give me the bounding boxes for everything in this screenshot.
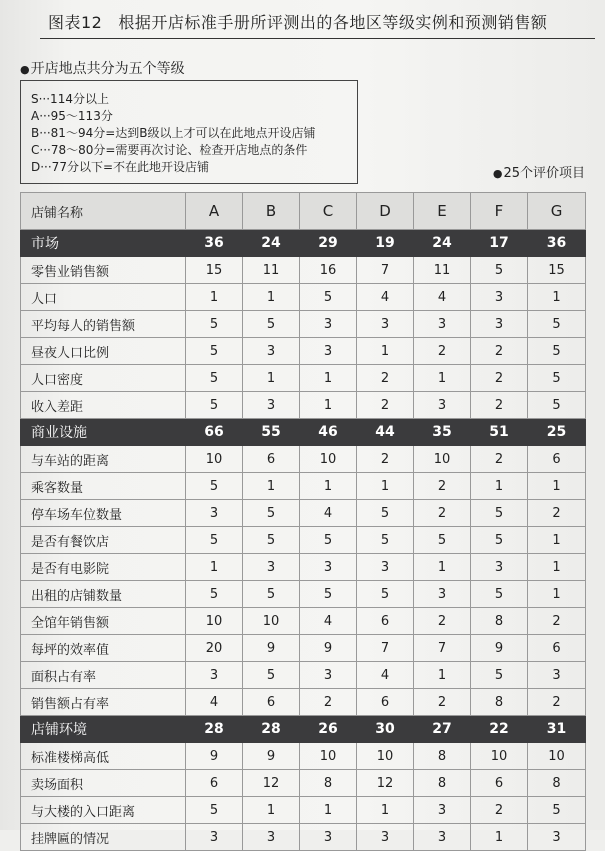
score-cell-d: 1 [357, 797, 414, 824]
score-cell-e: 7 [414, 635, 471, 662]
score-cell-d: 3 [357, 311, 414, 338]
column-header-a: A [186, 193, 243, 230]
score-cell-f: 3 [471, 311, 528, 338]
table-row [21, 473, 586, 500]
table-row [21, 581, 586, 608]
item-name: 昼夜人口比例 [21, 338, 186, 365]
category-score-b: 28 [243, 716, 300, 743]
table-row [21, 824, 586, 851]
score-cell-a: 5 [186, 365, 243, 392]
column-header-b: B [243, 193, 300, 230]
score-cell-b: 5 [243, 662, 300, 689]
score-cell-f: 2 [471, 392, 528, 419]
score-cell-a: 5 [186, 473, 243, 500]
score-cell-g: 2 [528, 689, 586, 716]
score-cell-d: 4 [357, 662, 414, 689]
item-name: 停车场车位数量 [21, 500, 186, 527]
score-cell-g: 6 [528, 635, 586, 662]
score-cell-b: 5 [243, 500, 300, 527]
score-cell-b: 3 [243, 824, 300, 851]
table-header-row [21, 193, 586, 230]
score-cell-c: 1 [300, 365, 357, 392]
score-cell-d: 3 [357, 824, 414, 851]
score-cell-a: 5 [186, 797, 243, 824]
score-cell-c: 3 [300, 554, 357, 581]
score-cell-b: 6 [243, 689, 300, 716]
score-cell-a: 20 [186, 635, 243, 662]
score-cell-a: 9 [186, 743, 243, 770]
score-cell-a: 3 [186, 662, 243, 689]
score-cell-g: 5 [528, 365, 586, 392]
score-cell-g: 1 [528, 473, 586, 500]
category-score-f: 51 [471, 419, 528, 446]
score-cell-b: 10 [243, 608, 300, 635]
category-score-g: 25 [528, 419, 586, 446]
category-row [21, 419, 586, 446]
score-cell-e: 1 [414, 662, 471, 689]
score-cell-b: 1 [243, 365, 300, 392]
score-cell-e: 5 [414, 527, 471, 554]
score-cell-b: 1 [243, 797, 300, 824]
score-cell-g: 3 [528, 824, 586, 851]
score-cell-f: 6 [471, 770, 528, 797]
score-cell-e: 10 [414, 446, 471, 473]
table-row [21, 311, 586, 338]
score-cell-b: 3 [243, 392, 300, 419]
item-name: 与大楼的入口距离 [21, 797, 186, 824]
score-cell-b: 5 [243, 527, 300, 554]
category-score-c: 46 [300, 419, 357, 446]
score-cell-e: 3 [414, 581, 471, 608]
score-cell-c: 1 [300, 392, 357, 419]
column-header-e: E [414, 193, 471, 230]
score-cell-f: 10 [471, 743, 528, 770]
score-cell-f: 1 [471, 824, 528, 851]
score-cell-g: 1 [528, 554, 586, 581]
category-score-e: 27 [414, 716, 471, 743]
table-row [21, 365, 586, 392]
score-cell-c: 1 [300, 473, 357, 500]
table-row [21, 500, 586, 527]
score-cell-d: 1 [357, 473, 414, 500]
score-cell-d: 12 [357, 770, 414, 797]
score-cell-d: 7 [357, 635, 414, 662]
score-cell-b: 5 [243, 581, 300, 608]
score-cell-e: 2 [414, 473, 471, 500]
column-header-d: D [357, 193, 414, 230]
score-cell-d: 4 [357, 284, 414, 311]
score-cell-c: 3 [300, 338, 357, 365]
table-row [21, 284, 586, 311]
item-name: 是否有餐饮店 [21, 527, 186, 554]
category-score-c: 29 [300, 230, 357, 257]
score-cell-f: 2 [471, 338, 528, 365]
score-cell-c: 8 [300, 770, 357, 797]
score-cell-a: 5 [186, 338, 243, 365]
score-cell-d: 5 [357, 500, 414, 527]
item-name: 标准楼梯高低 [21, 743, 186, 770]
score-cell-f: 8 [471, 608, 528, 635]
table-row [21, 527, 586, 554]
category-score-a: 28 [186, 716, 243, 743]
score-cell-d: 2 [357, 365, 414, 392]
score-cell-e: 3 [414, 392, 471, 419]
item-name: 出租的店铺数量 [21, 581, 186, 608]
score-cell-d: 1 [357, 338, 414, 365]
score-cell-f: 5 [471, 527, 528, 554]
table-row [21, 689, 586, 716]
category-name: 商业设施 [21, 419, 186, 446]
score-cell-g: 3 [528, 662, 586, 689]
category-score-d: 44 [357, 419, 414, 446]
category-name: 店铺环境 [21, 716, 186, 743]
figure-title [48, 10, 547, 33]
category-row [21, 230, 586, 257]
item-name: 人口 [21, 284, 186, 311]
levels-legend-box [20, 80, 358, 184]
score-cell-c: 3 [300, 662, 357, 689]
item-name: 面积占有率 [21, 662, 186, 689]
score-cell-b: 5 [243, 311, 300, 338]
table-row [21, 338, 586, 365]
category-score-f: 17 [471, 230, 528, 257]
score-cell-f: 1 [471, 473, 528, 500]
score-cell-c: 9 [300, 635, 357, 662]
score-cell-a: 3 [186, 824, 243, 851]
score-cell-f: 3 [471, 554, 528, 581]
score-cell-a: 10 [186, 446, 243, 473]
table-row [21, 257, 586, 284]
category-score-f: 22 [471, 716, 528, 743]
score-cell-d: 7 [357, 257, 414, 284]
item-name: 卖场面积 [21, 770, 186, 797]
score-cell-e: 8 [414, 770, 471, 797]
level-line-a: A···95～113分 [31, 109, 113, 123]
score-cell-a: 6 [186, 770, 243, 797]
score-cell-e: 4 [414, 284, 471, 311]
score-cell-f: 5 [471, 581, 528, 608]
item-name: 每坪的效率值 [21, 635, 186, 662]
title-underline [40, 38, 595, 39]
score-cell-e: 11 [414, 257, 471, 284]
score-cell-e: 2 [414, 689, 471, 716]
score-cell-g: 5 [528, 311, 586, 338]
score-cell-a: 5 [186, 392, 243, 419]
score-cell-d: 10 [357, 743, 414, 770]
category-row [21, 716, 586, 743]
level-line-d: D···77分以下=不在此地开设店铺 [31, 160, 210, 174]
score-cell-g: 5 [528, 797, 586, 824]
category-score-d: 30 [357, 716, 414, 743]
score-cell-d: 5 [357, 581, 414, 608]
score-cell-g: 1 [528, 284, 586, 311]
score-cell-f: 5 [471, 257, 528, 284]
score-cell-e: 2 [414, 608, 471, 635]
score-cell-b: 11 [243, 257, 300, 284]
table-row [21, 662, 586, 689]
figure-title-text: 根据开店标准手册所评测出的各地区等级实例和预测销售额 [118, 13, 548, 32]
score-cell-c: 16 [300, 257, 357, 284]
score-cell-c: 4 [300, 500, 357, 527]
score-cell-f: 8 [471, 689, 528, 716]
table-row [21, 554, 586, 581]
score-cell-e: 1 [414, 554, 471, 581]
score-cell-g: 5 [528, 338, 586, 365]
table-body [21, 193, 586, 851]
category-score-a: 66 [186, 419, 243, 446]
score-cell-a: 15 [186, 257, 243, 284]
item-name: 是否有电影院 [21, 554, 186, 581]
score-cell-a: 1 [186, 554, 243, 581]
table-row [21, 743, 586, 770]
score-cell-c: 5 [300, 284, 357, 311]
score-cell-d: 6 [357, 608, 414, 635]
figure-number: 图表12 [48, 13, 103, 32]
score-cell-d: 2 [357, 446, 414, 473]
score-cell-b: 1 [243, 473, 300, 500]
column-header-store-name: 店铺名称 [21, 193, 186, 230]
score-cell-a: 5 [186, 581, 243, 608]
item-name: 平均每人的销售额 [21, 311, 186, 338]
score-cell-a: 5 [186, 311, 243, 338]
table-row [21, 446, 586, 473]
bullet-icon: ● [492, 167, 503, 180]
category-score-b: 24 [243, 230, 300, 257]
score-cell-b: 9 [243, 635, 300, 662]
score-cell-b: 9 [243, 743, 300, 770]
item-name: 人口密度 [21, 365, 186, 392]
level-line-c: C···78～80分=需要再次讨论、检查开店地点的条件 [31, 143, 308, 157]
item-name: 销售额占有率 [21, 689, 186, 716]
table-row [21, 392, 586, 419]
table-row [21, 608, 586, 635]
score-cell-g: 8 [528, 770, 586, 797]
score-cell-a: 3 [186, 500, 243, 527]
score-cell-c: 2 [300, 689, 357, 716]
score-cell-f: 3 [471, 284, 528, 311]
score-cell-c: 5 [300, 527, 357, 554]
score-cell-e: 8 [414, 743, 471, 770]
score-cell-f: 5 [471, 662, 528, 689]
score-cell-c: 3 [300, 311, 357, 338]
score-cell-g: 2 [528, 608, 586, 635]
levels-heading [20, 58, 185, 78]
score-cell-e: 3 [414, 824, 471, 851]
score-cell-f: 2 [471, 446, 528, 473]
level-line-s: S···114分以上 [31, 92, 109, 106]
evaluation-note-text: 25个评价项目 [503, 166, 585, 181]
score-cell-g: 6 [528, 446, 586, 473]
evaluation-note [493, 162, 585, 181]
score-cell-b: 12 [243, 770, 300, 797]
score-cell-f: 2 [471, 797, 528, 824]
score-cell-g: 1 [528, 527, 586, 554]
score-cell-f: 9 [471, 635, 528, 662]
score-cell-c: 3 [300, 824, 357, 851]
score-cell-d: 3 [357, 554, 414, 581]
category-score-e: 24 [414, 230, 471, 257]
score-cell-c: 1 [300, 797, 357, 824]
column-header-f: F [471, 193, 528, 230]
score-cell-d: 2 [357, 392, 414, 419]
item-name: 乘客数量 [21, 473, 186, 500]
column-header-c: C [300, 193, 357, 230]
level-line-b: B···81～94分=达到B级以上才可以在此地点开设店铺 [31, 126, 316, 140]
category-score-a: 36 [186, 230, 243, 257]
item-name: 挂牌匾的情况 [21, 824, 186, 851]
score-cell-c: 4 [300, 608, 357, 635]
item-name: 零售业销售额 [21, 257, 186, 284]
column-header-g: G [528, 193, 586, 230]
category-score-g: 31 [528, 716, 586, 743]
category-score-e: 35 [414, 419, 471, 446]
score-cell-a: 4 [186, 689, 243, 716]
score-cell-d: 5 [357, 527, 414, 554]
score-cell-b: 3 [243, 554, 300, 581]
category-score-g: 36 [528, 230, 586, 257]
score-cell-a: 1 [186, 284, 243, 311]
score-cell-e: 3 [414, 797, 471, 824]
bullet-icon: ● [20, 63, 30, 76]
table-row [21, 770, 586, 797]
score-cell-e: 2 [414, 338, 471, 365]
score-cell-g: 5 [528, 392, 586, 419]
score-cell-e: 3 [414, 311, 471, 338]
score-cell-g: 1 [528, 581, 586, 608]
item-name: 全馆年销售额 [21, 608, 186, 635]
score-cell-b: 6 [243, 446, 300, 473]
score-cell-f: 5 [471, 500, 528, 527]
category-score-b: 55 [243, 419, 300, 446]
score-cell-c: 5 [300, 581, 357, 608]
score-cell-b: 1 [243, 284, 300, 311]
score-cell-d: 6 [357, 689, 414, 716]
score-cell-b: 3 [243, 338, 300, 365]
score-cell-a: 10 [186, 608, 243, 635]
category-score-d: 19 [357, 230, 414, 257]
table-row [21, 635, 586, 662]
score-cell-g: 15 [528, 257, 586, 284]
category-name: 市场 [21, 230, 186, 257]
score-cell-c: 10 [300, 743, 357, 770]
store-evaluation-table [20, 192, 586, 851]
score-cell-a: 5 [186, 527, 243, 554]
score-cell-g: 10 [528, 743, 586, 770]
levels-heading-text: 开店地点共分为五个等级 [30, 61, 185, 77]
score-cell-e: 1 [414, 365, 471, 392]
score-cell-e: 2 [414, 500, 471, 527]
score-cell-f: 2 [471, 365, 528, 392]
item-name: 收入差距 [21, 392, 186, 419]
item-name: 与车站的距离 [21, 446, 186, 473]
score-cell-g: 2 [528, 500, 586, 527]
category-score-c: 26 [300, 716, 357, 743]
score-cell-c: 10 [300, 446, 357, 473]
table-row [21, 797, 586, 824]
